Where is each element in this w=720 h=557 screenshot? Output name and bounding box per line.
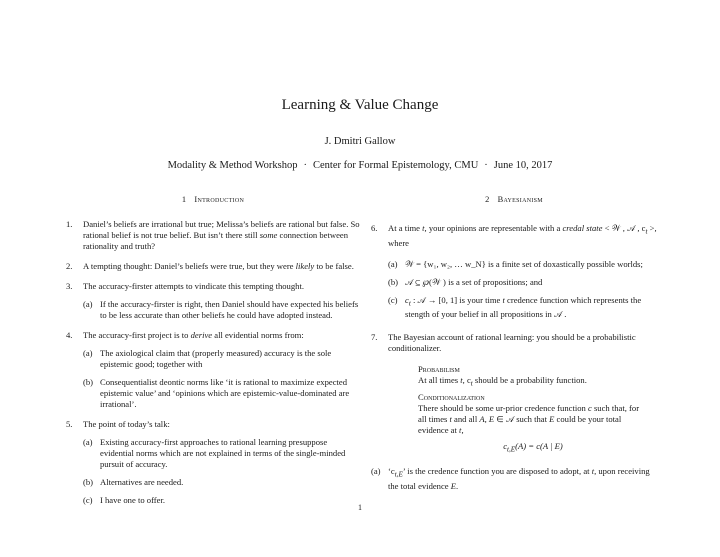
math-sub: t [408, 299, 411, 308]
sub-item [371, 466, 657, 492]
emphasis: derive [190, 330, 213, 340]
item-text: to be false. [314, 261, 354, 271]
sub-item [388, 277, 657, 288]
item-number: 3. [66, 281, 73, 291]
venue-line [0, 160, 720, 171]
list-item [66, 261, 360, 272]
math-var: E [549, 414, 555, 425]
item-text: The Bayesian account of rational learning: you should be a probabilistic conditionalizer. [388, 332, 636, 354]
page-number: 1 [358, 503, 362, 512]
math-var: c [587, 403, 592, 414]
list-item [66, 330, 360, 410]
sub-item-label: (c) [388, 294, 398, 305]
sub-item-label: (b) [83, 377, 94, 387]
left-column [66, 194, 360, 515]
separator: · [484, 160, 488, 171]
sub-item-text: The axiological claim that (properly measured) accuracy is the sole epistemic good; together with [100, 348, 332, 369]
conditionalization-label: Conditionalization [418, 392, 485, 403]
item-number: 1. [66, 219, 73, 229]
list-item [371, 332, 657, 491]
separator: · [303, 160, 308, 171]
text: ‘c [388, 465, 395, 476]
item-text: At a time [388, 223, 423, 233]
sub-item-text: Alternatives are needed. [100, 477, 184, 487]
section-title: Bayesianism [497, 195, 543, 204]
item-number: 4. [66, 330, 73, 340]
item-number: 2. [66, 261, 73, 271]
text: , [461, 425, 464, 436]
center: Center for Formal Epistemology, CMU [313, 160, 479, 171]
norms-box [418, 364, 648, 455]
math-var: t [502, 294, 505, 305]
math-sub: t [645, 227, 648, 236]
math-var: t [460, 375, 463, 386]
sub-item [83, 377, 360, 410]
sub-item [388, 295, 657, 321]
section-title: Introduction [194, 195, 245, 204]
text: could be your total evidence at [418, 414, 622, 436]
sub-item [83, 477, 360, 488]
item-text: The point of today’s talk: [83, 419, 170, 429]
probabilism-text [418, 375, 648, 390]
conditionalization-equation [418, 441, 648, 456]
list-item [66, 281, 360, 321]
math-var: t [449, 414, 452, 425]
item-text: , your opinions are representable with a [424, 223, 563, 233]
item-text: A tempting thought: Daniel’s beliefs were true, but they were [83, 261, 296, 271]
text: and all [451, 414, 480, 425]
item-text: >, where [388, 223, 657, 248]
text: such that, for all times [418, 403, 640, 425]
item-text: Daniel’s beliefs are irrational but true; Melissa’s beliefs are rational but false. So rational belief is not true belief. But isn’t there still [83, 219, 360, 240]
list-item [371, 223, 657, 320]
sub-item-label: (a) [83, 437, 93, 447]
item-number: 5. [66, 419, 73, 429]
item-number: 6. [371, 223, 378, 233]
author: J. Dmitri Gallow [324, 136, 396, 147]
item-number: 7. [371, 332, 378, 343]
emphasis: likely [295, 261, 315, 271]
emphasis: some [259, 230, 278, 240]
sub-item [83, 299, 360, 321]
sub-item-label: (b) [83, 477, 94, 487]
text: ’ is the credence function you are disposed to adopt, at [402, 465, 592, 476]
sub-item [83, 437, 360, 470]
sub-item-label: (c) [83, 495, 93, 505]
math-var: c [405, 294, 409, 305]
sub-item-text: 𝒲 = {w₁, w₂, … w_N} is a finite set of doxastically possible worlds; [405, 258, 643, 269]
math-var: E [450, 480, 457, 491]
sub-item-label: (a) [83, 348, 93, 358]
item-text: connection between rationality and truth? [83, 230, 349, 251]
sub-item-text: credence function which represents the stength of your belief in all propositions in 𝒜 . [405, 294, 642, 320]
item-text: The accuracy-firster attempts to vindicate this tempting thought. [83, 281, 304, 291]
sub-item-label: (a) [371, 465, 381, 476]
math-var: A, E [479, 414, 495, 425]
sub-item-text: 𝒜 ⊆ ℘(𝒲 ) is a set of propositions; and [405, 276, 543, 287]
text: At all times [418, 375, 461, 386]
section-number: 2 [485, 195, 490, 204]
emphasis: credal state [562, 223, 603, 233]
math-sub: t [470, 380, 473, 389]
math-sub: t,E [507, 445, 516, 454]
section-heading-introduction [66, 194, 360, 205]
right-column [371, 194, 657, 501]
conditionalization-text [418, 403, 648, 436]
list-item [66, 219, 360, 252]
text: should be a probability function. [472, 375, 587, 386]
text: There should be some ur-prior credence function [418, 403, 588, 414]
sub-item-text: Existing accuracy-first approaches to rational learning presuppose evidential norms which are not explained in terms of the single-minded pursuit of accuracy. [100, 437, 346, 469]
math-sub: t,E [394, 470, 403, 479]
text: . [456, 480, 459, 491]
item-text: all evidential norms from: [212, 330, 304, 340]
list-item [66, 419, 360, 506]
item-text: The accuracy-first project is to [83, 330, 191, 340]
sub-item [388, 259, 657, 270]
sub-item-label: (b) [388, 276, 399, 287]
section-heading-bayesianism [371, 194, 657, 205]
math-var: t [591, 465, 595, 476]
section-number: 1 [181, 195, 187, 204]
probabilism-label: Probabilism [418, 364, 460, 375]
math-tuple: < 𝒲 , 𝒜 , c [602, 223, 646, 233]
paper-title: Learning & Value Change [281, 97, 439, 113]
math-expr: (A) = c(A | E) [515, 441, 563, 452]
sub-item [83, 348, 360, 370]
math-var: t [422, 223, 425, 233]
sub-item-text: I have one to offer. [100, 495, 165, 505]
date: June 10, 2017 [493, 160, 553, 171]
sub-item-label: (a) [388, 258, 398, 269]
sub-item-text: If the accuracy-firster is right, then Daniel should have expected his beliefs to be less accurate than other beliefs he could have adopted instead. [100, 299, 359, 320]
sub-item-text: : 𝒜 → [0, 1] is your time [410, 294, 503, 305]
text: , upon receiving the total evidence [388, 465, 650, 491]
math-var: t [459, 425, 462, 436]
workshop: Modality & Method Workshop [167, 160, 298, 171]
sub-item-text: Consequentialist deontic norms like ‘it is rational to maximize expected epistemic value’ and ‘opinions which are epistemic-value-dominated are irrational’. [100, 377, 350, 409]
math-var: c [503, 441, 508, 452]
sub-item-label: (a) [83, 299, 93, 309]
text: , c [462, 375, 471, 386]
text: ∈ 𝒜 such that [494, 414, 550, 425]
